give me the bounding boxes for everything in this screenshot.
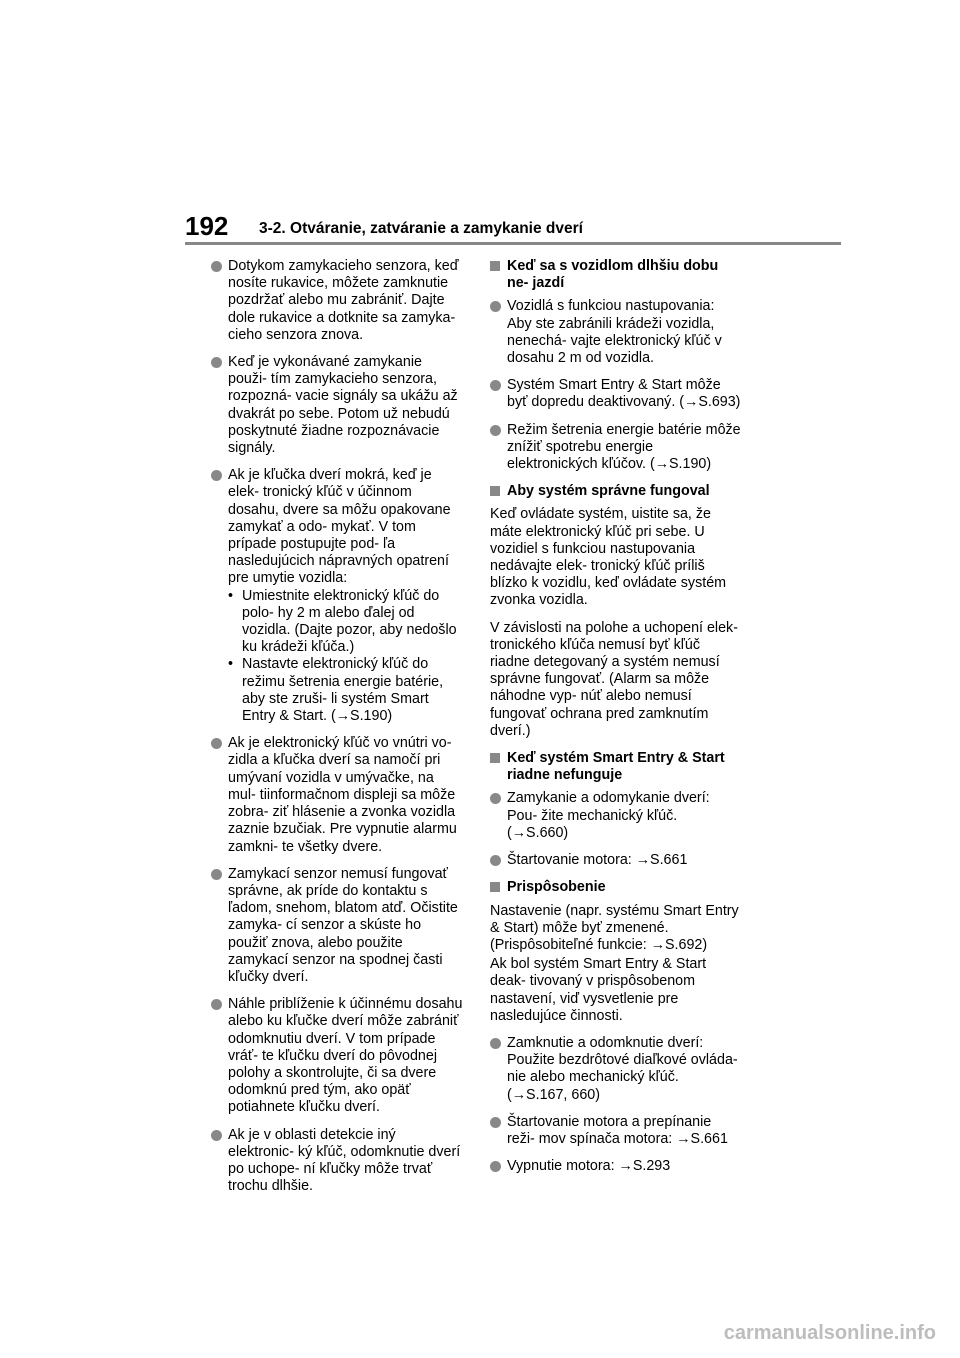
- paragraph: Keď ovládate systém, uistite sa, že máte elektronický kľúč pri sebe. U vozidiel s funkciou nastupovania nedávajte elek- tronický kľúč príliš blízko k vozidlu, keď ovládate systém zvonka vozidla.: [490, 506, 727, 609]
- bullet-dot-icon: [211, 261, 222, 272]
- bullet-text: Zamykací senzor nemusí fungovať správne, ak príde do kontaktu s ľadom, snehom, blatom atď. Očistite zamyka- cí senzor a skúste ho použiť znova, alebo použite zamykací senzor na spodnej časti kľučky dverí.: [228, 865, 458, 985]
- section-heading-text: Aby systém správne fungoval: [507, 483, 710, 500]
- bullet-dot-icon: [211, 738, 222, 749]
- header-rule: [185, 242, 841, 245]
- sub-bullet-text: Umiestnite elektronický kľúč do polo- hy 2 m alebo ďalej od vozidla. (Dajte pozor, aby nedošlo ku krádeži kľúča.): [242, 587, 457, 656]
- section-heading: [490, 483, 742, 500]
- sub-list-item: [228, 588, 463, 657]
- paragraph: V závislosti na polohe a uchopení elek- tronického kľúča nemusí byť kľúč riadne detegovaný a systém nemusí správne fungovať. (Alarm sa môže náhodne vyp- núť alebo nemusí fungovať ochrana pred zamknutím dverí.): [490, 619, 738, 739]
- sub-bullet-text: Nastavte elektronický kľúč do režimu šetrenia energie batérie, aby ste zruši- li systém Smart Entry & Start. (→S.190): [242, 656, 444, 725]
- bullet-dot-icon: [211, 357, 222, 368]
- paragraph: Ak bol systém Smart Entry & Start deak- tivovaný v prispôsobenom nastavení, viď vysvetlenie pre nasledujúce činnosti.: [490, 956, 707, 1024]
- sub-bullet-icon: •: [228, 587, 234, 604]
- left-column: [211, 258, 463, 1205]
- list-item: [211, 996, 463, 1116]
- list-item: [490, 1114, 742, 1148]
- bullet-text: Režim šetrenia energie batérie môže znížiť spotrebu energie elektronických kľúčov. (→S.190): [507, 421, 741, 473]
- section-heading-text: Keď systém Smart Entry & Start riadne nefunguje: [507, 750, 725, 784]
- section-heading: [490, 258, 742, 292]
- square-bullet-icon: [490, 753, 500, 763]
- bullet-dot-icon: [211, 999, 222, 1010]
- bullet-dot-icon: [490, 793, 501, 804]
- section-heading: [490, 750, 742, 784]
- bullet-text: Vozidlá s funkciou nastupovania: Aby ste zabránili krádeži vozidla, nenechá- vajte elektronický kľúč v dosahu 2 m od vozidla.: [507, 298, 722, 367]
- list-item: [211, 866, 463, 986]
- list-item: [211, 735, 463, 855]
- list-item: [211, 1127, 463, 1196]
- bullet-text: Ak je v oblasti detekcie iný elektronic- ký kľúč, odomknutie dverí po uchope- ní kľučky môže trvať trochu dlhšie.: [228, 1126, 461, 1195]
- list-item: [490, 1158, 742, 1175]
- section-heading: [490, 879, 742, 896]
- list-item: [211, 354, 463, 457]
- bullet-dot-icon: [490, 855, 501, 866]
- square-bullet-icon: [490, 486, 500, 496]
- bullet-dot-icon: [490, 1038, 501, 1049]
- bullet-text: Zamykanie a odomykanie dverí: Pou- žite mechanický kľúč. (→S.660): [507, 790, 710, 841]
- paragraph: Nastavenie (napr. systému Smart Entry & Start) môže byť zmenené. (Prispôsobiteľné funkcie: →S.692): [490, 902, 739, 953]
- page-number: 192: [185, 211, 229, 241]
- bullet-dot-icon: [211, 869, 222, 880]
- bullet-dot-icon: [211, 470, 222, 481]
- bullet-text: Zamknutie a odomknutie dverí: Použite bezdrôtové diaľkové ovláda- nie alebo mechanický kľúč. (→S.167, 660): [507, 1034, 738, 1103]
- bullet-text: Keď je vykonávané zamykanie použi- tím zamykacieho senzora, rozpozná- vacie signály sa ukážu až dvakrát po sebe. Potom už nebudú poskytnuté žiadne rozpoznávacie signály.: [228, 354, 458, 457]
- square-bullet-icon: [490, 882, 500, 892]
- bullet-text: Ak je elektronický kľúč vo vnútri vo- zidla a kľučka dverí sa namočí pri umývaní vozidla v umývačke, na mul- tiinformačnom displeji sa môže zobra- ziť hlásenie a zvonka vozidla zaznie bzučiak. Pre vypnutie alarmu zamkni- te všetky dvere.: [228, 735, 457, 855]
- bullet-text: Vypnutie motora: →S.293: [507, 1158, 671, 1175]
- bullet-text: Ak je kľučka dverí mokrá, keď je elek- tronický kľúč v účinnom dosahu, dvere sa môžu opakovane zamykať a odo- mykať. V tom prípade postupujte pod- ľa nasledujúcich nápravných opatrení pre umytie vozidla:: [228, 467, 451, 587]
- list-item: [490, 790, 742, 842]
- bullet-dot-icon: [490, 1161, 501, 1172]
- list-item: [490, 422, 742, 474]
- list-item: [490, 1035, 742, 1104]
- bullet-dot-icon: [490, 1117, 501, 1128]
- section-heading-text: Prispôsobenie: [507, 879, 606, 896]
- bullet-text: Štartovanie motora a prepínanie reži- mov spínača motora: →S.661: [507, 1113, 728, 1147]
- bullet-text: Náhle priblíženie k účinnému dosahu alebo ku kľučke dverí môže zabrániť odomknutiu dverí. V tom prípade vráť- te kľučku dverí do pôvodnej polohy a skontrolujte, či sa dvere odomknú pred tým, ako opäť potiahnete kľučku dverí.: [228, 996, 463, 1116]
- right-column: [490, 258, 742, 1185]
- bullet-text: Štartovanie motora: →S.661: [507, 852, 688, 869]
- bullet-dot-icon: [490, 301, 501, 312]
- list-item: [211, 258, 463, 344]
- list-item: [211, 467, 463, 725]
- bullet-dot-icon: [211, 1130, 222, 1141]
- section-heading-text: Keď sa s vozidlom dlhšiu dobu ne- jazdí: [507, 258, 719, 292]
- bullet-text: Dotykom zamykacieho senzora, keď nosíte rukavice, môžete zamknutie pozdržať alebo mu zabrániť. Dajte dole rukavice a dotknite sa zamyka- cieho senzora znova.: [228, 258, 459, 343]
- list-item: [490, 298, 742, 367]
- sub-bullet-icon: •: [228, 656, 234, 673]
- section-title: 3-2. Otváranie, zatváranie a zamykanie dverí: [259, 220, 583, 237]
- bullet-dot-icon: [490, 425, 501, 436]
- sub-list-item: [228, 656, 463, 725]
- bullet-text: Systém Smart Entry & Start môže byť dopredu deaktivovaný. (→S.693): [507, 377, 741, 411]
- list-item: [490, 377, 742, 411]
- list-item: [490, 852, 742, 869]
- watermark: carmanualsonline.info: [723, 1322, 936, 1344]
- bullet-dot-icon: [490, 380, 501, 391]
- square-bullet-icon: [490, 261, 500, 271]
